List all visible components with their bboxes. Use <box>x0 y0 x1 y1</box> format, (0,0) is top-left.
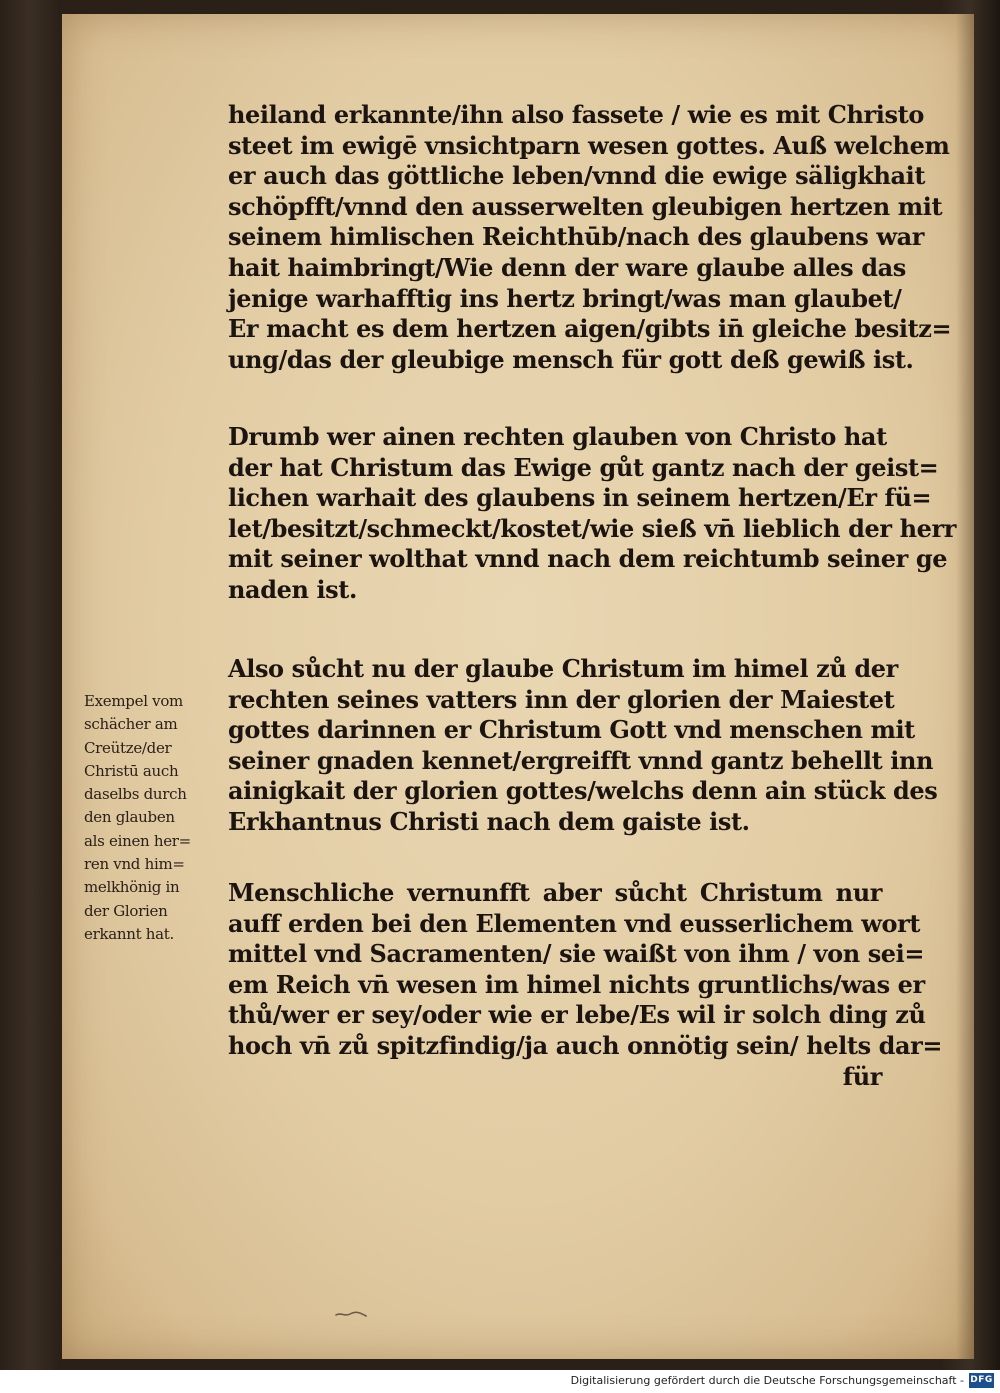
marginal-line: den glauben <box>84 808 175 827</box>
text-line: Also sůcht nu der glaube Christum im himel zů der <box>228 654 898 683</box>
text-line: hoch vn̄ zů spitzfindig/ja auch onnötig sein/ helts dar= <box>228 1030 943 1060</box>
marginal-line: Exempel vom <box>84 692 183 710</box>
catchword: für <box>842 1061 882 1091</box>
marginal-line: melkhönig in <box>84 878 180 897</box>
paragraph-4 <box>228 878 943 1092</box>
text-line: er auch das göttliche leben/vnnd die ewige säligkhait <box>228 161 926 191</box>
marginal-note <box>84 690 191 946</box>
text-line: thů/wer er sey/oder wie er lebe/Es wil ir solch ding zů <box>228 1000 926 1030</box>
text-line: mit seiner wolthat vnnd nach dem reichtumb seiner ge <box>228 544 948 574</box>
marginal-line: daselbs durch <box>84 785 187 804</box>
text-line: rechten seines vatters inn der glorien der Maiestet <box>228 684 895 714</box>
text-line: em Reich vn̄ wesen im himel nichts gruntlichs/was er <box>228 969 925 999</box>
text-line: Drumb wer ainen rechten glauben von Christo hat <box>228 422 887 451</box>
marginal-line: erkannt hat. <box>84 924 174 943</box>
marginal-line: Christū auch <box>84 761 179 780</box>
text-line: lichen warhait des glaubens in seinem hertzen/Er fü= <box>228 483 932 513</box>
paragraph-1 <box>228 100 952 375</box>
paragraph-3 <box>228 654 938 838</box>
pencil-scribble-icon <box>335 1310 367 1319</box>
text-line: mittel vnd Sacramenten/ sie waißt von ihm / von sei= <box>228 939 925 969</box>
text-line: ainigkait der glorien gottes/welchs denn ain stück des <box>228 776 938 806</box>
text-line: ung/das der gleubige mensch für gott deß gewiß ist. <box>228 344 914 374</box>
marginal-line: der Glorien <box>84 901 168 920</box>
text-line: jenige warhafftig ins hertz bringt/was man glaubet/ <box>228 283 902 313</box>
text-line: gottes darinnen er Christum Gott vnd menschen mit <box>228 715 915 745</box>
text-line: heiland erkannte/ihn also fassete / wie es mit Christo <box>228 100 924 129</box>
marginal-line: ren vnd him= <box>84 855 185 874</box>
text-line: seinem himlischen Reichthūb/nach des glaubens war <box>228 222 924 252</box>
text-line: Menschliche vernunfft aber sůcht Christum nur <box>228 878 882 907</box>
text-line: Erkhantnus Christi nach dem gaiste ist. <box>228 806 750 836</box>
digitization-credit: Digitalisierung gefördert durch die Deutsche Forschungsgemeinschaft - <box>570 1374 964 1387</box>
marginal-line: schächer am <box>84 715 178 734</box>
marginal-line: Creütze/der <box>84 738 172 757</box>
text-line: steet im ewigē vnsichtparn wesen gottes. Auß welchem <box>228 130 950 160</box>
text-line: der hat Christum das Ewige gůt gantz nach der geist= <box>228 452 939 482</box>
text-line: seiner gnaden kennet/ergreifft vnnd gantz behellt inn <box>228 745 934 775</box>
text-line: let/besitzt/schmeckt/kostet/wie sieß vn̄ lieblich der herr <box>228 513 957 543</box>
footer-bar <box>0 1370 1000 1393</box>
paragraph-2 <box>228 422 957 606</box>
dfg-logo: DFG <box>969 1373 994 1388</box>
text-line: Er macht es dem hertzen aigen/gibts in̄ gleiche besitz= <box>228 314 952 344</box>
text-line: naden ist. <box>228 574 357 604</box>
text-line: auff erden bei den Elementen vnd eusserlichem wort <box>228 908 921 938</box>
text-line: hait haimbringt/Wie denn der ware glaube alles das <box>228 252 906 282</box>
marginal-line: als einen her= <box>84 831 191 850</box>
text-line: schöpfft/vnnd den ausserwelten gleubigen hertzen mit <box>228 191 943 221</box>
